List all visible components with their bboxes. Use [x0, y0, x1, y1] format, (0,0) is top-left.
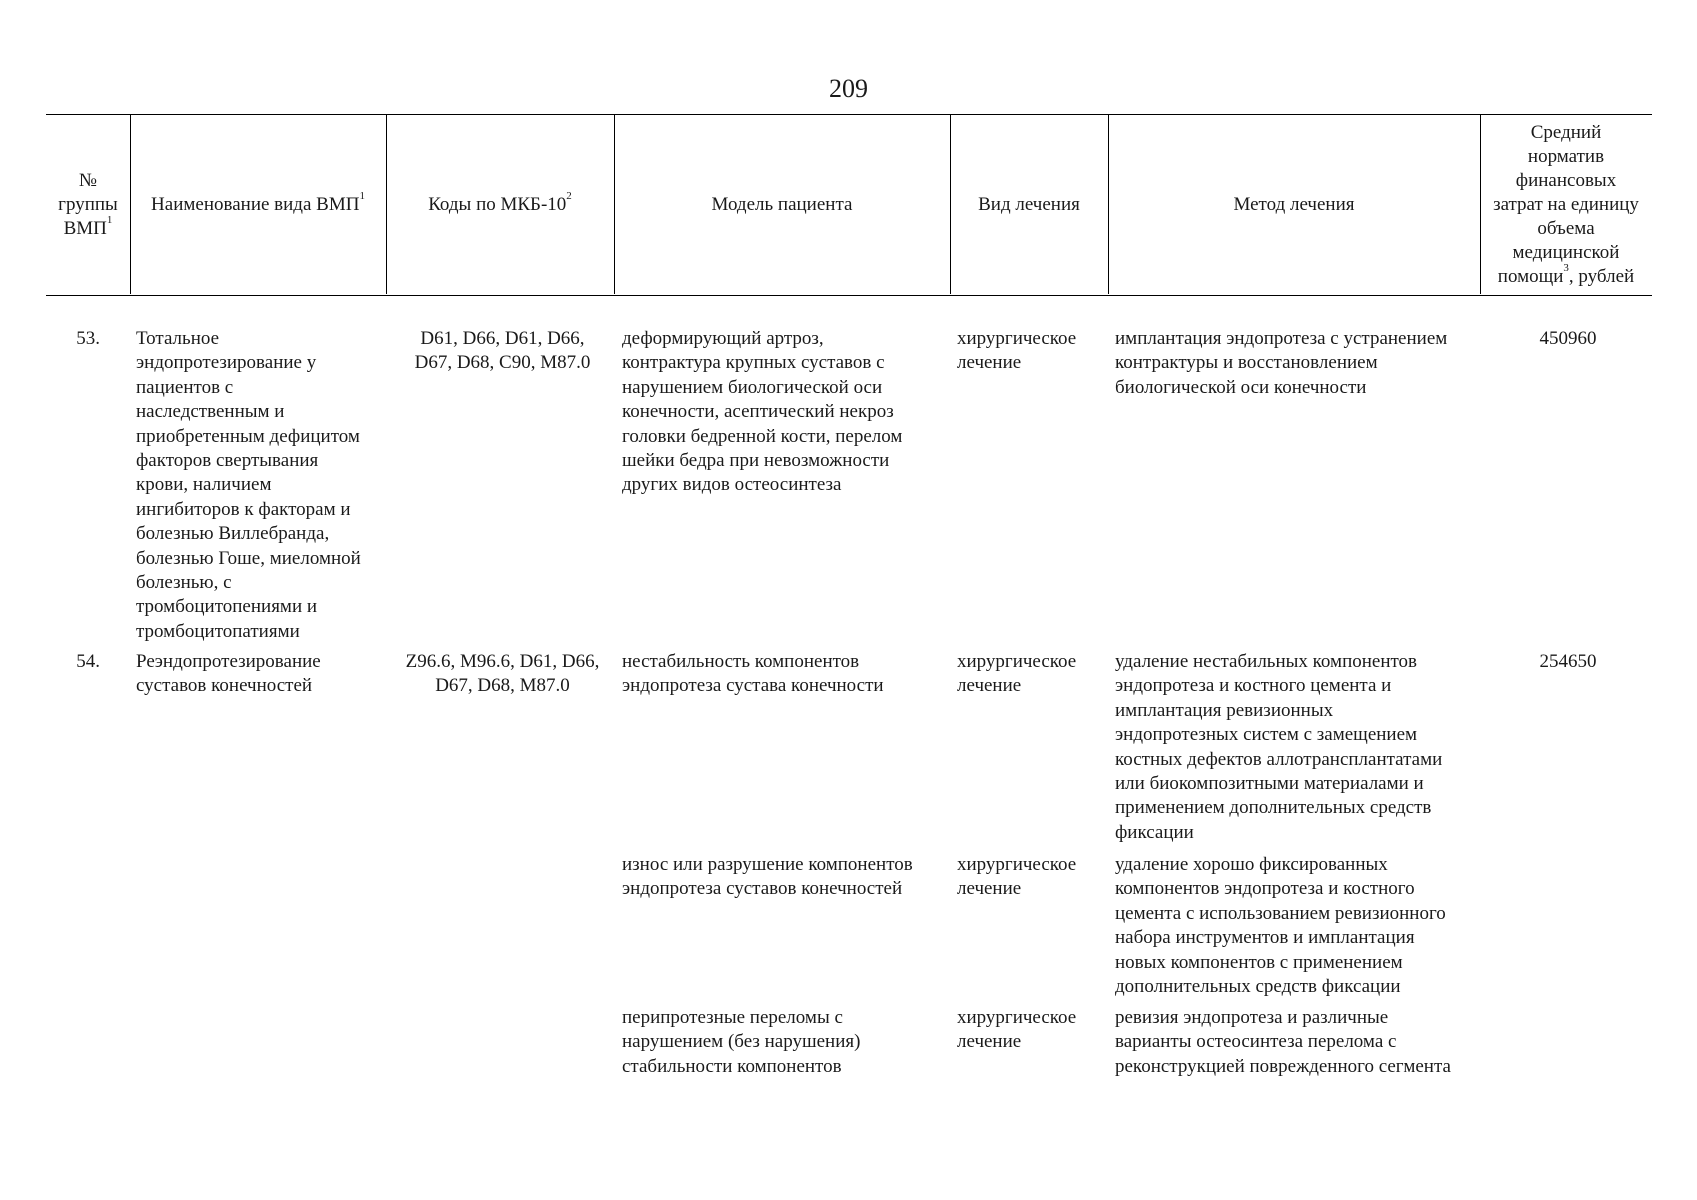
- column-divider: [386, 114, 387, 294]
- header-model: Модель пациента: [711, 194, 853, 215]
- row-number: 53.: [76, 328, 100, 349]
- header-name: [130, 115, 386, 295]
- header-codes-text: Коды по МКБ-10: [428, 194, 567, 215]
- column-divider: [614, 114, 615, 294]
- patient-model: перипротезные переломы с нарушением (без нарушения) стабильности компонентов: [622, 1007, 861, 1077]
- treatment-method: имплантация эндопротеза с устранением контрактуры и восстановлением биологической оси конечности: [1115, 328, 1448, 398]
- cost-value: 450960: [1539, 328, 1597, 349]
- table-header: [46, 114, 1652, 296]
- header-group-no: [46, 115, 130, 295]
- treatment-type: хирургическое лечение: [957, 854, 1077, 900]
- column-divider: [1480, 114, 1481, 294]
- header-cost-text: Средний норматив финансовых затрат на единицу объема медицинской помощи: [1493, 122, 1639, 287]
- header-name-text: Наименование вида ВМП: [151, 194, 360, 215]
- patient-model: износ или разрушение компонентов эндопротеза суставов конечностей: [622, 854, 913, 900]
- icd-codes: D61, D66, D61, D66, D67, D68, C90, M87.0: [414, 328, 591, 374]
- column-divider: [130, 114, 131, 294]
- column-divider: [1108, 114, 1109, 294]
- header-cost-tail: , рублей: [1568, 266, 1635, 287]
- column-divider: [950, 114, 951, 294]
- patient-model: деформирующий артроз, контрактура крупных суставов с нарушением биологической оси конечности, асептический некроз головки бедренной кости, перелом шейки бедра при невозможности других видов остеосинтеза: [622, 328, 903, 496]
- treatment-method: удаление хорошо фиксированных компонентов эндопротеза и костного цемента с использованием ревизионного набора инструментов и имплантация новых компонентов с применением дополнительных средств фиксации: [1115, 854, 1446, 998]
- header-group-no-sup: 1: [106, 213, 113, 226]
- treatment-method: удаление нестабильных компонентов эндопротеза и костного цемента и имплантация ревизионных эндопротезных систем с замещением костных дефектов аллотрансплантатами или биокомпозитными материалами и применением дополнительных средств фиксации: [1115, 651, 1443, 843]
- row-number: 54.: [76, 651, 100, 672]
- header-cost: [1480, 115, 1652, 295]
- vmp-name: Реэндопротезирование суставов конечностей: [136, 651, 321, 697]
- header-group-no-text: № группы ВМП: [58, 170, 118, 239]
- header-method: Метод лечения: [1233, 194, 1355, 215]
- treatment-type: хирургическое лечение: [957, 328, 1077, 374]
- header-codes-sup: 2: [566, 189, 572, 202]
- treatment-type: хирургическое лечение: [957, 651, 1077, 697]
- vmp-name: Тотальное эндопротезирование у пациентов с наследственным и приобретенным дефицитом факторов свертывания крови, наличием ингибиторов к факторам и болезнью Виллебранда, болезнью Гоше, миеломной болезнью, с тромбоцитопениями и тромбоцитопатиями: [136, 328, 361, 642]
- treatment-type: хирургическое лечение: [957, 1007, 1077, 1053]
- treatment-method: ревизия эндопротеза и различные варианты остеосинтеза перелома с реконструкцией поврежденного сегмента: [1115, 1007, 1451, 1077]
- header-cost-sup: 3: [1563, 261, 1569, 274]
- cost-value: 254650: [1539, 651, 1597, 672]
- header-codes: [386, 115, 614, 295]
- patient-model: нестабильность компонентов эндопротеза сустава конечности: [622, 651, 884, 697]
- header-name-sup: 1: [359, 189, 365, 202]
- page-number: 209: [829, 74, 868, 103]
- icd-codes: Z96.6, M96.6, D61, D66, D67, D68, M87.0: [405, 651, 600, 697]
- header-treatment-type: Вид лечения: [978, 194, 1080, 215]
